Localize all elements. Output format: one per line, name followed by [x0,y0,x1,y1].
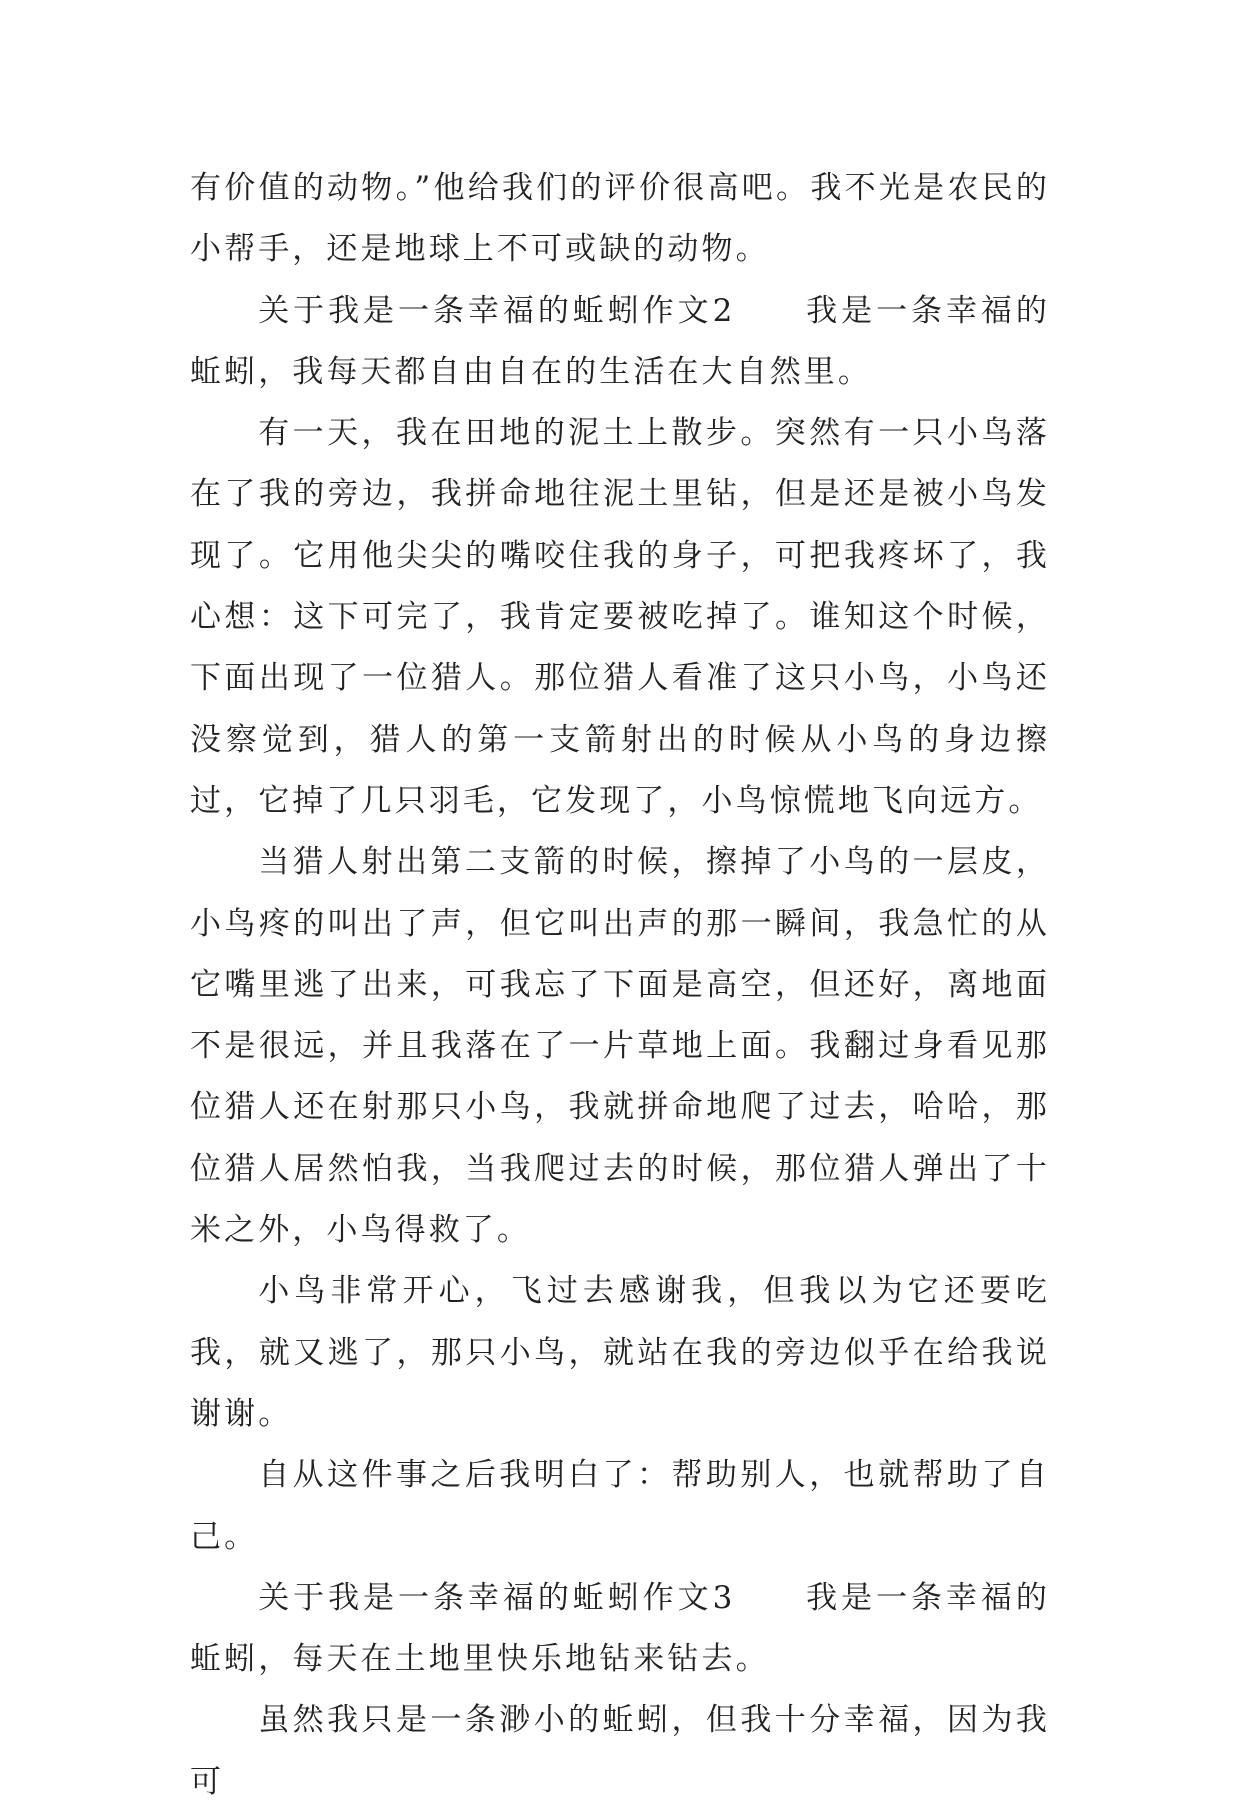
paragraph: 关于我是一条幸福的蚯蚓作文3 我是一条幸福的蚯蚓，每天在土地里快乐地钻来钻去。 [190,1579,1050,1678]
paragraph: 有价值的动物。”他给我们的评价很高吧。我不光是农民的小帮手，还是地球上不可或缺的动物。 [190,170,1050,268]
paragraph: 有一天，我在田地的泥土上散步。突然有一只小鸟落在了我的旁边，我拼命地往泥土里钻，但是还是被小鸟发现了。它用他尖尖的嘴咬住我的身子，可把我疼坏了，我心想：这下可完了，我肯定要被吃掉了。谁知这个时候，下面出现了一位猎人。那位猎人看准了这只小鸟，小鸟还没察觉到，猎人的第一支箭射出的时候从小鸟的身边擦过，它掉了几只羽毛，它发现了，小鸟惊慌地飞向远方。 [190,415,1050,819]
paragraph: 当猎人射出第二支箭的时候，擦掉了小鸟的一层皮，小鸟疼的叫出了声，但它叫出声的那一瞬间，我急忙的从它嘴里逃了出来，可我忘了下面是高空，但还好，离地面不是很远，并且我落在了一片草地上面。我翻过身看见那位猎人还在射那只小鸟，我就拼命地爬了过去，哈哈，那位猎人居然怕我，当我爬过去的时候，那位猎人弹出了十米之外，小鸟得救了。 [190,844,1050,1249]
paragraph: 关于我是一条幸福的蚯蚓作文2 我是一条幸福的蚯蚓，我每天都自由自在的生活在大自然里。 [190,292,1050,390]
paragraph: 自从这件事之后我明白了：帮助别人，也就帮助了自己。 [190,1457,1050,1555]
paragraph: 小鸟非常开心，飞过去感谢我，但我以为它还要吃我，就又逃了，那只小鸟，就站在我的旁边似乎在给我说谢谢。 [190,1273,1050,1432]
paragraph: 虽然我只是一条渺小的蚯蚓，但我十分幸福，因为我可 [190,1702,1050,1800]
document-body [190,158,1050,1813]
